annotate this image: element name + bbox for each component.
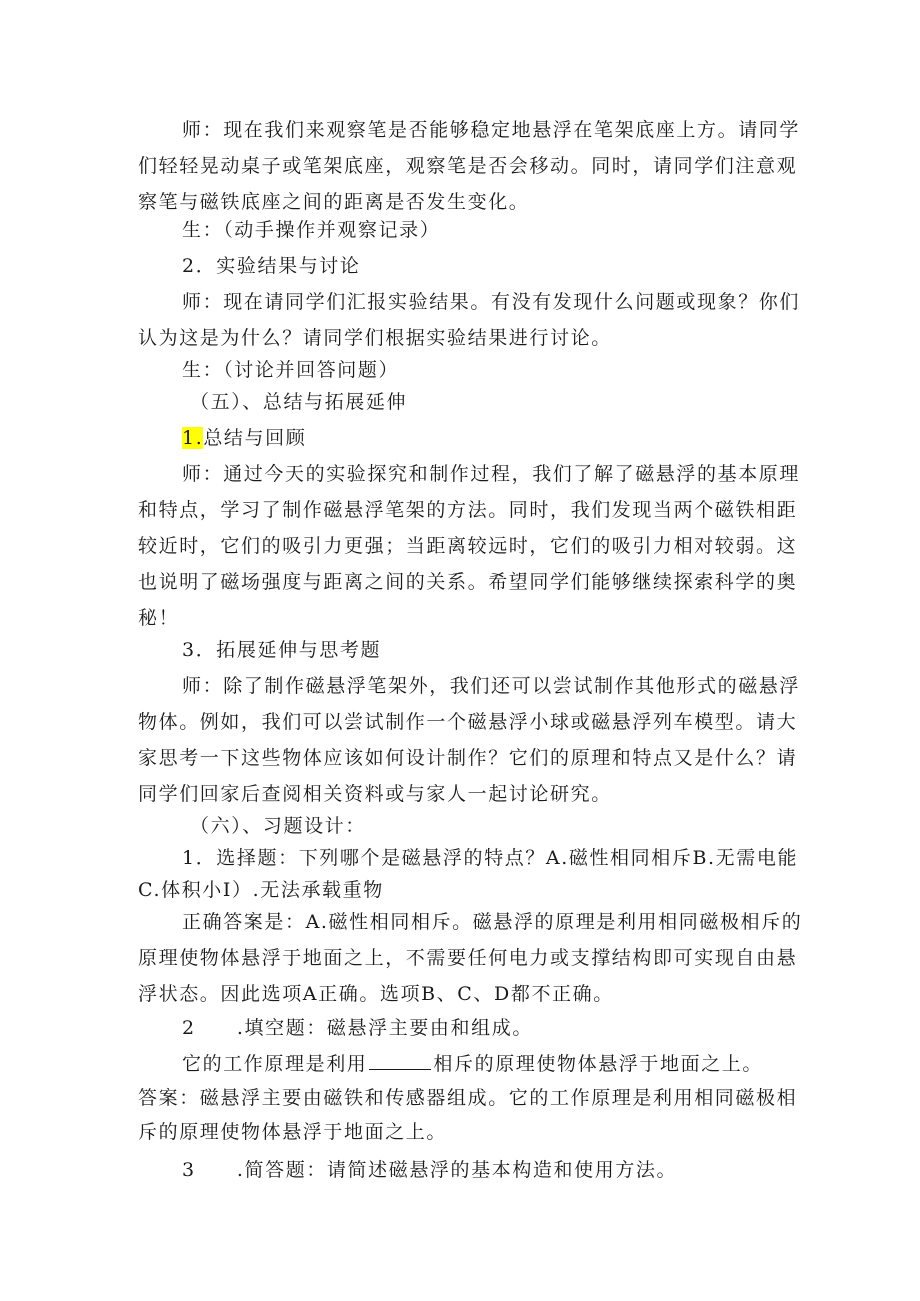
fill-blank xyxy=(369,1049,431,1070)
section-heading: （六）、习题设计： xyxy=(190,815,366,837)
question-line: 2 .填空题：磁悬浮主要由和组成。 xyxy=(182,1017,533,1039)
paragraph-line: 生：（动手操作并观察记录） xyxy=(182,219,441,241)
paragraph-line: 家思考一下这些物体应该如何设计制作？它们的原理和特点又是什么？请 xyxy=(138,747,798,769)
fill-blank-suffix: 相斥的原理使物体悬浮于地面之上。 xyxy=(433,1053,764,1075)
heading-text: 总结与回顾 xyxy=(203,427,307,449)
section-heading: （五）、总结与拓展延伸 xyxy=(190,391,408,413)
answer-line: 浮状态。因此选项A正确。选项B、C、D都不正确。 xyxy=(138,983,614,1005)
paragraph-line: 师：现在请同学们汇报实验结果。有没有发现什么问题或现象？你们 xyxy=(182,291,801,313)
paragraph-line: 师：通过今天的实验探究和制作过程，我们了解了磁悬浮的基本原理 xyxy=(182,463,801,485)
section-heading xyxy=(182,420,306,456)
section-heading: 3．拓展延伸与思考题 xyxy=(182,639,382,661)
paragraph-line: 生：（讨论并回答问题） xyxy=(182,359,400,381)
paragraph-line: 师：除了制作磁悬浮笔架外，我们还可以尝试制作其他形式的磁悬浮 xyxy=(182,675,801,697)
paragraph-line: 较近时，它们的吸引力更强；当距离较远时，它们的吸引力相对较弱。这 xyxy=(138,535,798,557)
answer-line: 斥的原理使物体悬浮于地面之上。 xyxy=(138,1121,448,1143)
paragraph-line: 们轻轻晃动桌子或笔架底座，观察笔是否会移动。同时，请同学们注意观 xyxy=(138,155,798,177)
question-line: C.体积小I）.无法承载重物 xyxy=(138,879,384,901)
paragraph-line: 和特点，学习了制作磁悬浮笔架的方法。同时，我们发现当两个磁铁相距 xyxy=(138,499,798,521)
question-line: 1．选择题：下列哪个是磁悬浮的特点？A.磁性相同相斥B.无需电能 xyxy=(182,847,799,869)
paragraph-line: 察笔与磁铁底座之间的距离是否发生变化。 xyxy=(138,191,530,213)
question-line: 3 .简答题：请简述磁悬浮的基本构造和使用方法。 xyxy=(182,1159,678,1181)
paragraph-line: 师：现在我们来观察笔是否能够稳定地悬浮在笔架底座上方。请同学 xyxy=(182,119,801,141)
paragraph-line: 秘！ xyxy=(138,607,180,629)
paragraph-line: 同学们回家后查阅相关资料或与家人一起讨论研究。 xyxy=(138,783,612,805)
question-line xyxy=(182,1046,763,1082)
paragraph-line: 也说明了磁场强度与距离之间的关系。希望同学们能够继续探索科学的奥 xyxy=(138,571,798,593)
list-marker-highlighted: 1. xyxy=(182,427,204,449)
answer-line: 答案：磁悬浮主要由磁铁和传感器组成。它的工作原理是利用相同磁极相 xyxy=(138,1087,798,1109)
paragraph-line: 认为这是为什么？请同学们根据实验结果进行讨论。 xyxy=(138,327,612,349)
answer-line: 正确答案是：A.磁性相同相斥。磁悬浮的原理是利用相同磁极相斥的 xyxy=(182,911,803,933)
answer-line: 原理使物体悬浮于地面之上，不需要任何电力或支撑结构即可实现自由悬 xyxy=(138,947,798,969)
section-heading: 2．实验结果与讨论 xyxy=(182,255,361,277)
paragraph-line: 物体。例如，我们可以尝试制作一个磁悬浮小球或磁悬浮列车模型。请大 xyxy=(138,711,798,733)
fill-blank-prefix: 它的工作原理是利用 xyxy=(182,1053,368,1075)
